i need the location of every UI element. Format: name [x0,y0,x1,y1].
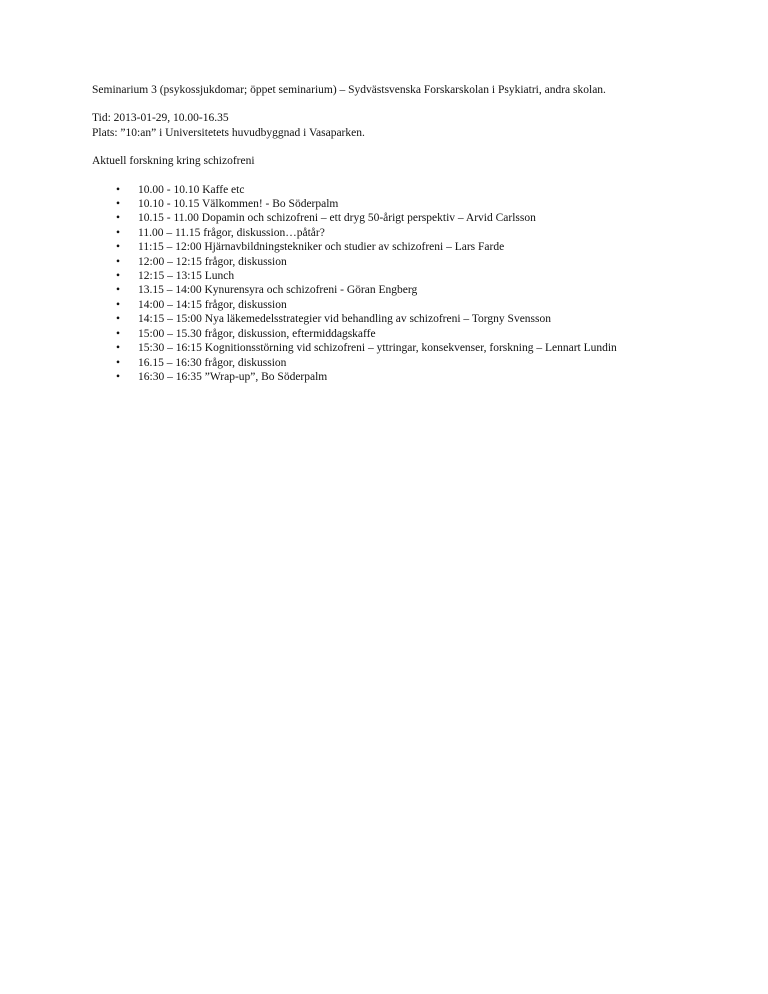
document-page [92,83,752,384]
bullet-icon: • [116,313,121,326]
section-heading: Aktuell forskning kring schizofreni [92,155,255,168]
schedule-item [92,197,752,211]
schedule-item-text: 12:00 – 12:15 frågor, diskussion [138,255,287,268]
schedule-item [92,226,752,240]
schedule-item [92,341,752,355]
schedule-item [92,298,752,312]
schedule-item [92,356,752,370]
schedule-item-text: 15:00 – 15.30 frågor, diskussion, eftermiddagskaffe [138,327,376,340]
schedule-item-text: 11.00 – 11.15 frågor, diskussion…påtår? [138,226,325,239]
meta-block [92,111,752,140]
bullet-icon: • [116,356,121,369]
bullet-icon: • [116,270,121,283]
schedule-item-text: 12:15 – 13:15 Lunch [138,270,235,283]
schedule-item [92,327,752,341]
schedule-item-text: 13.15 – 14:00 Kynurensyra och schizofreni - Göran Engberg [138,284,418,297]
schedule-list [92,183,752,385]
schedule-item [92,312,752,326]
schedule-item-text: 14:15 – 15:00 Nya läkemedelsstrategier vid behandling av schizofreni – Torgny Svensson [138,313,552,326]
schedule-item [92,370,752,384]
schedule-item [92,269,752,283]
schedule-item-text: 14:00 – 14:15 frågor, diskussion [138,298,287,311]
schedule-item-text: 10.00 - 10.10 Kaffe etc [138,183,245,196]
bullet-icon: • [116,183,121,196]
bullet-icon: • [116,241,121,254]
schedule-item [92,240,752,254]
bullet-icon: • [116,370,121,383]
time-line: Tid: 2013-01-29, 10.00-16.35 [92,112,229,125]
schedule-item-text: 16.15 – 16:30 frågor, diskussion [138,356,287,369]
bullet-icon: • [116,255,121,268]
bullet-icon: • [116,226,121,239]
schedule-item-text: 11:15 – 12:00 Hjärnavbildningstekniker och studier av schizofreni – Lars Farde [138,241,505,254]
schedule-item [92,183,752,197]
schedule-item-text: 15:30 – 16:15 Kognitionsstörning vid schizofreni – yttringar, konsekvenser, forskning – Lennart Lundin [138,342,617,355]
bullet-icon: • [116,284,121,297]
bullet-icon: • [116,342,121,355]
schedule-item [92,255,752,269]
bullet-icon: • [116,198,121,211]
schedule-item-text: 10.10 - 10.15 Välkommen! - Bo Söderpalm [138,198,339,211]
place-line: Plats: ”10:an” i Universitetets huvudbyggnad i Vasaparken. [92,126,365,139]
schedule-item [92,283,752,297]
bullet-icon: • [116,212,121,225]
bullet-icon: • [116,298,121,311]
schedule-item-text: 10.15 - 11.00 Dopamin och schizofreni – ett dryg 50-årigt perspektiv – Arvid Carlsson [138,212,536,225]
bullet-icon: • [116,327,121,340]
schedule-item [92,211,752,225]
document-title: Seminarium 3 (psykossjukdomar; öppet seminarium) – Sydvästsvenska Forskarskolan i Psykiatri, andra skolan. [92,84,606,96]
schedule-item-text: 16:30 – 16:35 ”Wrap-up”, Bo Söderpalm [138,370,328,383]
